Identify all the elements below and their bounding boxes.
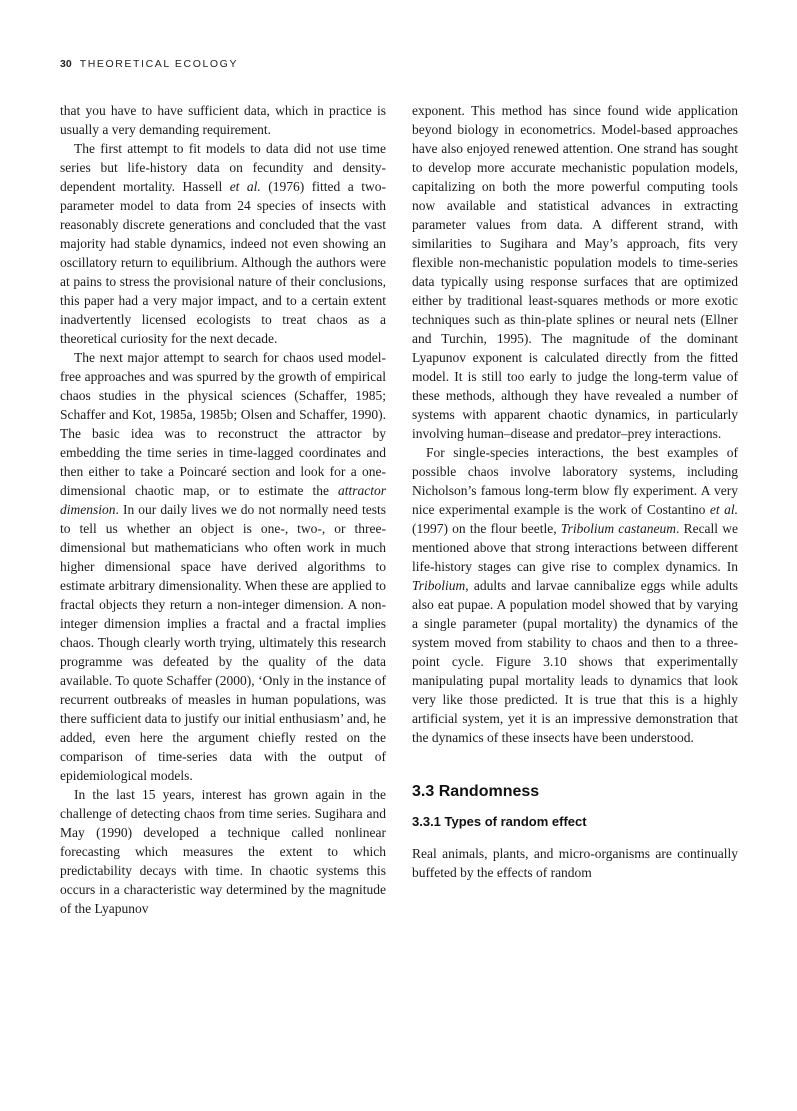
running-title: THEORETICAL ECOLOGY — [79, 58, 239, 70]
section-heading: 3.3 Randomness — [412, 783, 540, 800]
subsection-heading: 3.3.1 Types of random effect — [412, 814, 587, 829]
left-column — [60, 101, 386, 918]
paragraph: Real animals, plants, and micro-organisms are continually buffeted by the effects of random — [412, 846, 738, 880]
paragraph: For single-species interactions, the best examples of possible chaos involve laboratory systems, including Nicholson’s famous long-term blow fly experiment. A very nice experimental example is the work of Costantino et al. (1997) on the flour beetle, Tribolium castaneum. Recall we mentioned above that strong interactions between different life-history stages can give rise to complex dynamics. In Tribolium, adults and larvae cannibalize eggs while adults also eat pupae. A population model showed that by varying a single parameter (pupal mortality) the dynamics of the system moved from stability to chaos and then to a three-point cycle. Figure 3.10 shows that experimentally manipulating pupal mortality leads to dynamics that look very like those predicted. It is true that this is a highly artificial system, yet it is an impressive demonstration that the dynamics of these insects have been understood. — [412, 445, 739, 745]
term-attractor-dimension: attractor dimension — [60, 483, 386, 517]
et-al: et al. — [229, 179, 261, 194]
paragraph: that you have to have sufficient data, which in practice is usually a very demanding requirement. — [60, 103, 386, 137]
page-number: 30 — [60, 58, 72, 70]
paragraph: The next major attempt to search for chaos used model-free approaches and was spurred by the growth of empirical chaos studies in the physical sciences (Schaffer, 1985; Schaffer and Kot, 1985a, 1985b; Olsen and Schaffer, 1990). The basic idea was to reconstruct the attractor by embedding the time series in time-lagged coordinates and then either to take a Poincaré section and look for a one-dimensional chaotic map, or to estimate the attractor dimension. In our daily lives we do not normally need tests to tell us whether an object is one-, two-, or three-dimensional but mathematicians who often work in much higher dimensional space have derived algorithms to estimate arbitrary dimensionality. When these are applied to fractal objects they return a non-integer dimension. A non-integer dimension implies a fractal and a fractal implies chaos. Though clearly worth trying, ultimately this research programme was defeated by the quality of the data available. To quote Schaffer (2000), ‘Only in the instance of recurrent outbreaks of measles in human populations, was there sufficient data to justify our initial enthusiasm’ and, he added, even here the argument chiefly rested on the comparison of time-series data with the output of epidemiological models. — [60, 350, 386, 783]
right-column — [412, 101, 738, 882]
et-al: et al. — [709, 502, 739, 517]
genus-name: Tribolium — [412, 578, 466, 593]
running-head — [60, 58, 238, 70]
paragraph: In the last 15 years, interest has grown again in the challenge of detecting chaos from time series. Sugihara and May (1990) developed a technique called nonlinear forecasting which measures the extent to which predictability decays with time. In chaotic systems this occurs in a characteristic way determined by the magnitude of the Lyapunov — [60, 787, 386, 916]
species-name: Tribolium castaneum — [560, 521, 676, 536]
paragraph: exponent. This method has since found wide application beyond biology in econometrics. Model-based approaches have also enjoyed renewed attention. One strand has sought to develop more accurate mechanistic population models, capitalizing on both the more powerful computing tools now available and statistical advances in extracting parameter values from data. A different strand, with similarities to Sugihara and May’s approach, fits very flexible non-mechanistic population models to time-series data typically using response surfaces that are optimized either by traditional least-squares methods or more exotic techniques such as thin-plate splines or neural nets (Ellner and Turchin, 1995). The magnitude of the dominant Lyapunov exponent is calculated directly from the fitted model. It is still too early to judge the long-term value of these methods, although they have revealed a number of systems with apparent chaotic dynamics, in particularly involving human–disease and predator–prey interactions. — [412, 103, 738, 441]
paragraph: The first attempt to fit models to data did not use time series but life-history data on fecundity and density-dependent mortality. Hassell et al. (1976) fitted a two-parameter model to data from 24 species of insects with reasonably discrete generations and concluded that the vast majority had stable dynamics, indeed not even showing an oscillatory return to equilibrium. Although the authors were at pains to stress the provisional nature of their conclusions, this paper had a very major impact, and to a certain extent inadvertently licensed ecologists to treat chaos as a theoretical curiosity for the next decade. — [60, 141, 386, 346]
